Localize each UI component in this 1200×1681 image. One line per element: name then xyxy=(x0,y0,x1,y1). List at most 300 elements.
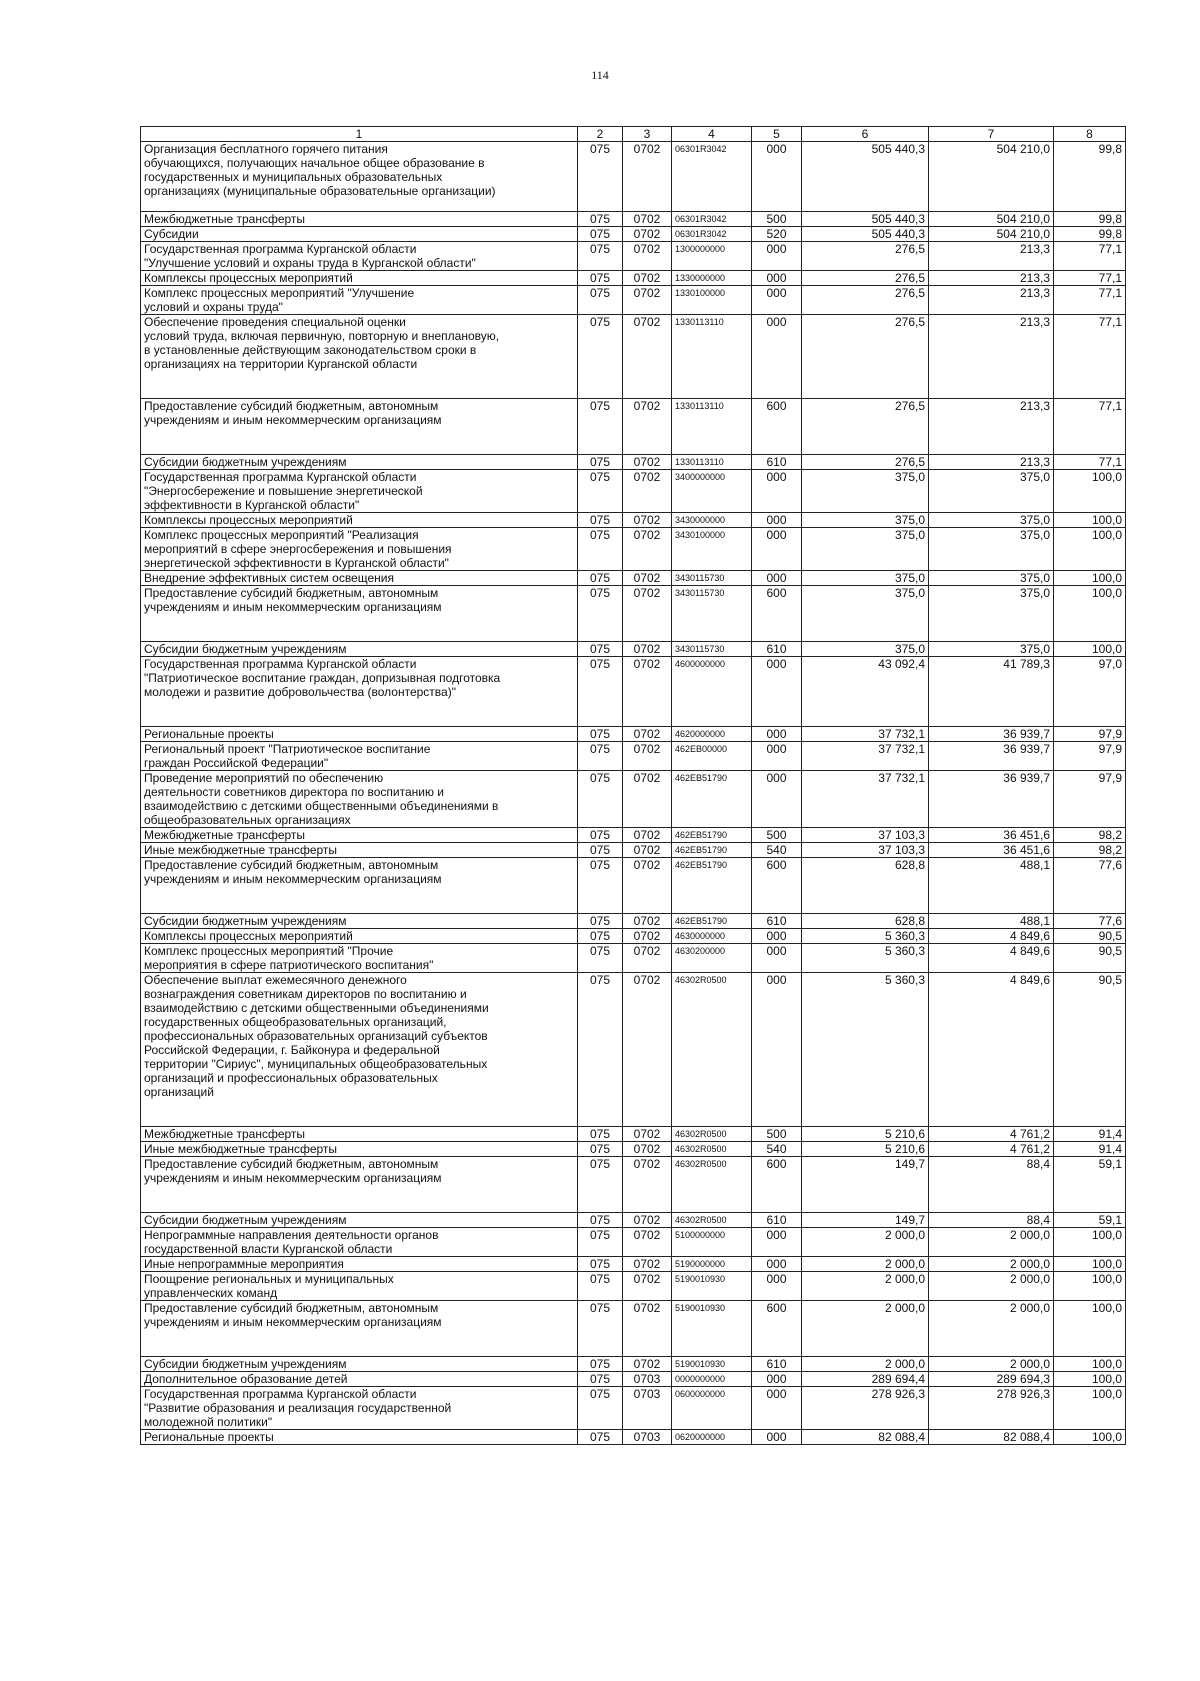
ministry-code: 075 xyxy=(578,914,623,929)
item-name: Субсидии бюджетным учреждениям xyxy=(141,642,578,657)
expense-type-code: 000 xyxy=(752,242,802,271)
target-article-code: 0600000000 xyxy=(672,1387,752,1430)
expense-type-code: 540 xyxy=(752,843,802,858)
ministry-code: 075 xyxy=(578,399,623,455)
executed-amount: 4 849,6 xyxy=(929,944,1054,973)
expense-type-code: 610 xyxy=(752,1357,802,1372)
expense-type-code: 540 xyxy=(752,1142,802,1157)
executed-amount: 88,4 xyxy=(929,1213,1054,1228)
executed-amount: 504 210,0 xyxy=(929,212,1054,227)
execution-percent: 99,8 xyxy=(1054,212,1126,227)
target-article-code: 3430000000 xyxy=(672,513,752,528)
target-article-code: 462EB51790 xyxy=(672,771,752,828)
expense-type-code: 000 xyxy=(752,742,802,771)
expense-type-code: 000 xyxy=(752,571,802,586)
section-code: 0702 xyxy=(623,828,672,843)
section-code: 0702 xyxy=(623,1157,672,1213)
expense-type-code: 610 xyxy=(752,914,802,929)
table-row xyxy=(141,973,1126,1127)
section-code: 0702 xyxy=(623,528,672,571)
target-article-code: 5190010930 xyxy=(672,1272,752,1301)
header-col-5: 5 xyxy=(752,127,802,142)
target-article-code: 3430115730 xyxy=(672,571,752,586)
expense-type-code: 610 xyxy=(752,455,802,470)
target-article-code: 1330000000 xyxy=(672,271,752,286)
table-row xyxy=(141,227,1126,242)
ministry-code: 075 xyxy=(578,1142,623,1157)
executed-amount: 4 761,2 xyxy=(929,1142,1054,1157)
execution-percent: 100,0 xyxy=(1054,528,1126,571)
ministry-code: 075 xyxy=(578,973,623,1127)
section-code: 0702 xyxy=(623,944,672,973)
expense-type-code: 000 xyxy=(752,470,802,513)
planned-amount: 276,5 xyxy=(802,271,929,286)
ministry-code: 075 xyxy=(578,1127,623,1142)
target-article-code: 5190000000 xyxy=(672,1257,752,1272)
header-col-6: 6 xyxy=(802,127,929,142)
section-code: 0702 xyxy=(623,727,672,742)
executed-amount: 2 000,0 xyxy=(929,1357,1054,1372)
planned-amount: 37 103,3 xyxy=(802,828,929,843)
table-row xyxy=(141,271,1126,286)
execution-percent: 100,0 xyxy=(1054,586,1126,642)
expense-type-code: 500 xyxy=(752,828,802,843)
ministry-code: 075 xyxy=(578,843,623,858)
item-name: Региональные проекты xyxy=(141,1430,578,1445)
planned-amount: 276,5 xyxy=(802,315,929,399)
planned-amount: 375,0 xyxy=(802,528,929,571)
item-name: Субсидии бюджетным учреждениям xyxy=(141,455,578,470)
item-name: Комплекс процессных мероприятий "Улучшение условий и охраны труда" xyxy=(141,286,578,315)
expense-type-code: 000 xyxy=(752,727,802,742)
expense-type-code: 600 xyxy=(752,1157,802,1213)
ministry-code: 075 xyxy=(578,1387,623,1430)
item-name: Субсидии бюджетным учреждениям xyxy=(141,914,578,929)
item-name: Комплекс процессных мероприятий "Реализация мероприятий в сфере энергосбережения и повышения энергетической эффективности в Курганской области" xyxy=(141,528,578,571)
section-code: 0702 xyxy=(623,1127,672,1142)
header-col-4: 4 xyxy=(672,127,752,142)
item-name: Предоставление субсидий бюджетным, автономным учреждениям и иным некоммерческим организациям xyxy=(141,399,578,455)
section-code: 0702 xyxy=(623,642,672,657)
table-row xyxy=(141,242,1126,271)
section-code: 0702 xyxy=(623,455,672,470)
executed-amount: 488,1 xyxy=(929,858,1054,914)
target-article-code: 3430115730 xyxy=(672,586,752,642)
target-article-code: 4620000000 xyxy=(672,727,752,742)
table-row xyxy=(141,571,1126,586)
executed-amount: 2 000,0 xyxy=(929,1257,1054,1272)
table-row xyxy=(141,212,1126,227)
executed-amount: 213,3 xyxy=(929,286,1054,315)
execution-percent: 91,4 xyxy=(1054,1127,1126,1142)
table-row xyxy=(141,1272,1126,1301)
execution-percent: 77,6 xyxy=(1054,858,1126,914)
execution-percent: 100,0 xyxy=(1054,1228,1126,1257)
item-name: Субсидии бюджетным учреждениям xyxy=(141,1213,578,1228)
execution-percent: 90,5 xyxy=(1054,929,1126,944)
ministry-code: 075 xyxy=(578,470,623,513)
item-name: Государственная программа Курганской области "Патриотическое воспитание граждан, допризывная подготовка молодежи и развитие добровольчества (волонтерства)" xyxy=(141,657,578,727)
execution-percent: 77,6 xyxy=(1054,914,1126,929)
execution-percent: 59,1 xyxy=(1054,1213,1126,1228)
table-row xyxy=(141,586,1126,642)
item-name: Иные непрограммные мероприятия xyxy=(141,1257,578,1272)
execution-percent: 97,0 xyxy=(1054,657,1126,727)
target-article-code: 46302R0500 xyxy=(672,973,752,1127)
ministry-code: 075 xyxy=(578,571,623,586)
execution-percent: 77,1 xyxy=(1054,271,1126,286)
planned-amount: 276,5 xyxy=(802,242,929,271)
target-article-code: 5100000000 xyxy=(672,1228,752,1257)
target-article-code: 06301R3042 xyxy=(672,227,752,242)
planned-amount: 2 000,0 xyxy=(802,1257,929,1272)
executed-amount: 375,0 xyxy=(929,642,1054,657)
target-article-code: 4630000000 xyxy=(672,929,752,944)
expense-type-code: 000 xyxy=(752,1430,802,1445)
executed-amount: 2 000,0 xyxy=(929,1301,1054,1357)
executed-amount: 36 451,6 xyxy=(929,828,1054,843)
target-article-code: 462EB51790 xyxy=(672,843,752,858)
item-name: Иные межбюджетные трансферты xyxy=(141,1142,578,1157)
expense-type-code: 000 xyxy=(752,944,802,973)
expense-type-code: 000 xyxy=(752,1387,802,1430)
ministry-code: 075 xyxy=(578,455,623,470)
execution-percent: 90,5 xyxy=(1054,944,1126,973)
ministry-code: 075 xyxy=(578,858,623,914)
table-row xyxy=(141,858,1126,914)
execution-percent: 77,1 xyxy=(1054,399,1126,455)
execution-percent: 100,0 xyxy=(1054,1387,1126,1430)
expense-type-code: 000 xyxy=(752,315,802,399)
target-article-code: 06301R3042 xyxy=(672,142,752,212)
ministry-code: 075 xyxy=(578,586,623,642)
planned-amount: 375,0 xyxy=(802,642,929,657)
budget-execution-table xyxy=(140,126,1126,1445)
ministry-code: 075 xyxy=(578,286,623,315)
executed-amount: 504 210,0 xyxy=(929,142,1054,212)
table-row xyxy=(141,727,1126,742)
execution-percent: 100,0 xyxy=(1054,1357,1126,1372)
ministry-code: 075 xyxy=(578,1228,623,1257)
section-code: 0702 xyxy=(623,1301,672,1357)
table-row xyxy=(141,142,1126,212)
execution-percent: 59,1 xyxy=(1054,1157,1126,1213)
ministry-code: 075 xyxy=(578,727,623,742)
section-code: 0702 xyxy=(623,858,672,914)
table-row xyxy=(141,455,1126,470)
ministry-code: 075 xyxy=(578,1157,623,1213)
ministry-code: 075 xyxy=(578,944,623,973)
expense-type-code: 000 xyxy=(752,142,802,212)
planned-amount: 5 210,6 xyxy=(802,1127,929,1142)
target-article-code: 46302R0500 xyxy=(672,1142,752,1157)
executed-amount: 488,1 xyxy=(929,914,1054,929)
target-article-code: 462EB51790 xyxy=(672,914,752,929)
section-code: 0702 xyxy=(623,470,672,513)
executed-amount: 289 694,3 xyxy=(929,1372,1054,1387)
section-code: 0702 xyxy=(623,843,672,858)
planned-amount: 5 210,6 xyxy=(802,1142,929,1157)
expense-type-code: 500 xyxy=(752,212,802,227)
item-name: Межбюджетные трансферты xyxy=(141,828,578,843)
section-code: 0702 xyxy=(623,1228,672,1257)
section-code: 0702 xyxy=(623,513,672,528)
execution-percent: 90,5 xyxy=(1054,973,1126,1127)
header-col-7: 7 xyxy=(929,127,1054,142)
header-col-3: 3 xyxy=(623,127,672,142)
target-article-code: 4600000000 xyxy=(672,657,752,727)
item-name: Межбюджетные трансферты xyxy=(141,1127,578,1142)
target-article-code: 1330113110 xyxy=(672,455,752,470)
table-row xyxy=(141,286,1126,315)
item-name: Внедрение эффективных систем освещения xyxy=(141,571,578,586)
page-number: 114 xyxy=(591,68,609,82)
table-row xyxy=(141,742,1126,771)
planned-amount: 505 440,3 xyxy=(802,227,929,242)
table-row xyxy=(141,1127,1126,1142)
item-name: Предоставление субсидий бюджетным, автономным учреждениям и иным некоммерческим организациям xyxy=(141,1157,578,1213)
expense-type-code: 000 xyxy=(752,528,802,571)
planned-amount: 5 360,3 xyxy=(802,944,929,973)
target-article-code: 1330113110 xyxy=(672,315,752,399)
expense-type-code: 610 xyxy=(752,1213,802,1228)
target-article-code: 1300000000 xyxy=(672,242,752,271)
expense-type-code: 600 xyxy=(752,858,802,914)
item-name: Обеспечение выплат ежемесячного денежного вознаграждения советникам директоров по воспитанию и взаимодействию с детскими общественными объединениями государственных общеобразовательных организаций, профессиональных образовательных организаций субъектов Российской Федерации, г. Байконура и федеральной территории "Сириус", муниципальных общеобразовательных организаций и профессиональных образовательных организаций xyxy=(141,973,578,1127)
section-code: 0702 xyxy=(623,657,672,727)
executed-amount: 41 789,3 xyxy=(929,657,1054,727)
section-code: 0702 xyxy=(623,929,672,944)
planned-amount: 289 694,4 xyxy=(802,1372,929,1387)
executed-amount: 213,3 xyxy=(929,399,1054,455)
section-code: 0702 xyxy=(623,586,672,642)
table-row xyxy=(141,1228,1126,1257)
table-row xyxy=(141,1301,1126,1357)
executed-amount: 36 939,7 xyxy=(929,742,1054,771)
table-row xyxy=(141,914,1126,929)
item-name: Региональные проекты xyxy=(141,727,578,742)
section-code: 0702 xyxy=(623,142,672,212)
item-name: Поощрение региональных и муниципальных управленческих команд xyxy=(141,1272,578,1301)
executed-amount: 375,0 xyxy=(929,571,1054,586)
table-row xyxy=(141,1213,1126,1228)
planned-amount: 276,5 xyxy=(802,286,929,315)
target-article-code: 1330113110 xyxy=(672,399,752,455)
execution-percent: 98,2 xyxy=(1054,843,1126,858)
ministry-code: 075 xyxy=(578,1357,623,1372)
ministry-code: 075 xyxy=(578,742,623,771)
executed-amount: 2 000,0 xyxy=(929,1272,1054,1301)
ministry-code: 075 xyxy=(578,242,623,271)
expense-type-code: 000 xyxy=(752,973,802,1127)
ministry-code: 075 xyxy=(578,828,623,843)
expense-type-code: 000 xyxy=(752,771,802,828)
expense-type-code: 000 xyxy=(752,1272,802,1301)
target-article-code: 4630200000 xyxy=(672,944,752,973)
planned-amount: 375,0 xyxy=(802,571,929,586)
table-row xyxy=(141,1387,1126,1430)
item-name: Комплекс процессных мероприятий "Прочие мероприятия в сфере патриотического воспитания" xyxy=(141,944,578,973)
section-code: 0702 xyxy=(623,399,672,455)
expense-type-code: 000 xyxy=(752,286,802,315)
executed-amount: 4 761,2 xyxy=(929,1127,1054,1142)
target-article-code: 0620000000 xyxy=(672,1430,752,1445)
table-row xyxy=(141,315,1126,399)
target-article-code: 3430115730 xyxy=(672,642,752,657)
execution-percent: 100,0 xyxy=(1054,642,1126,657)
section-code: 0702 xyxy=(623,271,672,286)
table-row xyxy=(141,470,1126,513)
table-header-row xyxy=(141,127,1126,142)
expense-type-code: 600 xyxy=(752,586,802,642)
executed-amount: 278 926,3 xyxy=(929,1387,1054,1430)
section-code: 0702 xyxy=(623,1272,672,1301)
planned-amount: 375,0 xyxy=(802,470,929,513)
item-name: Организация бесплатного горячего питания обучающихся, получающих начальное общее образование в государственных и муниципальных образовательных организациях (муниципальные образовательные организации) xyxy=(141,142,578,212)
ministry-code: 075 xyxy=(578,657,623,727)
item-name: Дополнительное образование детей xyxy=(141,1372,578,1387)
item-name: Комплексы процессных мероприятий xyxy=(141,929,578,944)
ministry-code: 075 xyxy=(578,1301,623,1357)
table-row xyxy=(141,657,1126,727)
item-name: Государственная программа Курганской области "Энергосбережение и повышение энергетической эффективности в Курганской области" xyxy=(141,470,578,513)
table-row xyxy=(141,944,1126,973)
execution-percent: 98,2 xyxy=(1054,828,1126,843)
section-code: 0702 xyxy=(623,1357,672,1372)
table-row xyxy=(141,828,1126,843)
planned-amount: 37 103,3 xyxy=(802,843,929,858)
section-code: 0702 xyxy=(623,771,672,828)
item-name: Государственная программа Курганской области "Улучшение условий и охраны труда в Курганской области" xyxy=(141,242,578,271)
target-article-code: 3430100000 xyxy=(672,528,752,571)
expense-type-code: 000 xyxy=(752,1257,802,1272)
planned-amount: 149,7 xyxy=(802,1157,929,1213)
planned-amount: 82 088,4 xyxy=(802,1430,929,1445)
table-row xyxy=(141,1257,1126,1272)
table-row xyxy=(141,1157,1126,1213)
executed-amount: 375,0 xyxy=(929,528,1054,571)
executed-amount: 36 939,7 xyxy=(929,727,1054,742)
item-name: Проведение мероприятий по обеспечению деятельности советников директора по воспитанию и взаимодействию с детскими общественными объединениями в общеобразовательных организациях xyxy=(141,771,578,828)
execution-percent: 97,9 xyxy=(1054,771,1126,828)
section-code: 0702 xyxy=(623,315,672,399)
ministry-code: 075 xyxy=(578,142,623,212)
expense-type-code: 000 xyxy=(752,271,802,286)
ministry-code: 075 xyxy=(578,271,623,286)
section-code: 0702 xyxy=(623,1142,672,1157)
expense-type-code: 000 xyxy=(752,657,802,727)
section-code: 0702 xyxy=(623,571,672,586)
expense-type-code: 610 xyxy=(752,642,802,657)
target-article-code: 46302R0500 xyxy=(672,1157,752,1213)
item-name: Субсидии бюджетным учреждениям xyxy=(141,1357,578,1372)
planned-amount: 43 092,4 xyxy=(802,657,929,727)
ministry-code: 075 xyxy=(578,227,623,242)
execution-percent: 77,1 xyxy=(1054,315,1126,399)
planned-amount: 5 360,3 xyxy=(802,973,929,1127)
execution-percent: 99,8 xyxy=(1054,142,1126,212)
header-col-8: 8 xyxy=(1054,127,1126,142)
section-code: 0703 xyxy=(623,1387,672,1430)
item-name: Предоставление субсидий бюджетным, автономным учреждениям и иным некоммерческим организациям xyxy=(141,858,578,914)
section-code: 0702 xyxy=(623,973,672,1127)
table-row xyxy=(141,399,1126,455)
executed-amount: 4 849,6 xyxy=(929,929,1054,944)
table-row xyxy=(141,513,1126,528)
target-article-code: 462EB51790 xyxy=(672,828,752,843)
item-name: Региональный проект "Патриотическое воспитание граждан Российской Федерации" xyxy=(141,742,578,771)
execution-percent: 100,0 xyxy=(1054,1301,1126,1357)
section-code: 0703 xyxy=(623,1372,672,1387)
planned-amount: 2 000,0 xyxy=(802,1357,929,1372)
section-code: 0702 xyxy=(623,1257,672,1272)
table-row xyxy=(141,771,1126,828)
planned-amount: 505 440,3 xyxy=(802,212,929,227)
item-name: Государственная программа Курганской области "Развитие образования и реализация государственной молодежной политики" xyxy=(141,1387,578,1430)
ministry-code: 075 xyxy=(578,1272,623,1301)
section-code: 0702 xyxy=(623,212,672,227)
item-name: Предоставление субсидий бюджетным, автономным учреждениям и иным некоммерческим организациям xyxy=(141,586,578,642)
target-article-code: 46302R0500 xyxy=(672,1213,752,1228)
table-row xyxy=(141,1372,1126,1387)
planned-amount: 2 000,0 xyxy=(802,1272,929,1301)
planned-amount: 375,0 xyxy=(802,513,929,528)
ministry-code: 075 xyxy=(578,315,623,399)
ministry-code: 075 xyxy=(578,929,623,944)
header-col-2: 2 xyxy=(578,127,623,142)
target-article-code: 1330100000 xyxy=(672,286,752,315)
target-article-code: 462EB00000 xyxy=(672,742,752,771)
execution-percent: 100,0 xyxy=(1054,1430,1126,1445)
target-article-code: 3400000000 xyxy=(672,470,752,513)
execution-percent: 99,8 xyxy=(1054,227,1126,242)
ministry-code: 075 xyxy=(578,771,623,828)
planned-amount: 505 440,3 xyxy=(802,142,929,212)
target-article-code: 46302R0500 xyxy=(672,1127,752,1142)
section-code: 0702 xyxy=(623,286,672,315)
ministry-code: 075 xyxy=(578,528,623,571)
item-name: Межбюджетные трансферты xyxy=(141,212,578,227)
target-article-code: 462EB51790 xyxy=(672,858,752,914)
execution-percent: 100,0 xyxy=(1054,1372,1126,1387)
ministry-code: 075 xyxy=(578,642,623,657)
table-row xyxy=(141,843,1126,858)
expense-type-code: 600 xyxy=(752,1301,802,1357)
execution-percent: 77,1 xyxy=(1054,242,1126,271)
table-row xyxy=(141,1142,1126,1157)
executed-amount: 213,3 xyxy=(929,271,1054,286)
ministry-code: 075 xyxy=(578,513,623,528)
executed-amount: 375,0 xyxy=(929,470,1054,513)
planned-amount: 375,0 xyxy=(802,586,929,642)
executed-amount: 2 000,0 xyxy=(929,1228,1054,1257)
execution-percent: 77,1 xyxy=(1054,286,1126,315)
item-name: Обеспечение проведения специальной оценки условий труда, включая первичную, повторную и внеплановую, в установленные действующим законодательством сроки в организациях на территории Курганской области xyxy=(141,315,578,399)
executed-amount: 213,3 xyxy=(929,242,1054,271)
executed-amount: 375,0 xyxy=(929,586,1054,642)
planned-amount: 2 000,0 xyxy=(802,1301,929,1357)
planned-amount: 37 732,1 xyxy=(802,727,929,742)
section-code: 0702 xyxy=(623,1213,672,1228)
item-name: Субсидии xyxy=(141,227,578,242)
planned-amount: 5 360,3 xyxy=(802,929,929,944)
executed-amount: 88,4 xyxy=(929,1157,1054,1213)
ministry-code: 075 xyxy=(578,1213,623,1228)
executed-amount: 504 210,0 xyxy=(929,227,1054,242)
execution-percent: 91,4 xyxy=(1054,1142,1126,1157)
table-row xyxy=(141,528,1126,571)
ministry-code: 075 xyxy=(578,1257,623,1272)
